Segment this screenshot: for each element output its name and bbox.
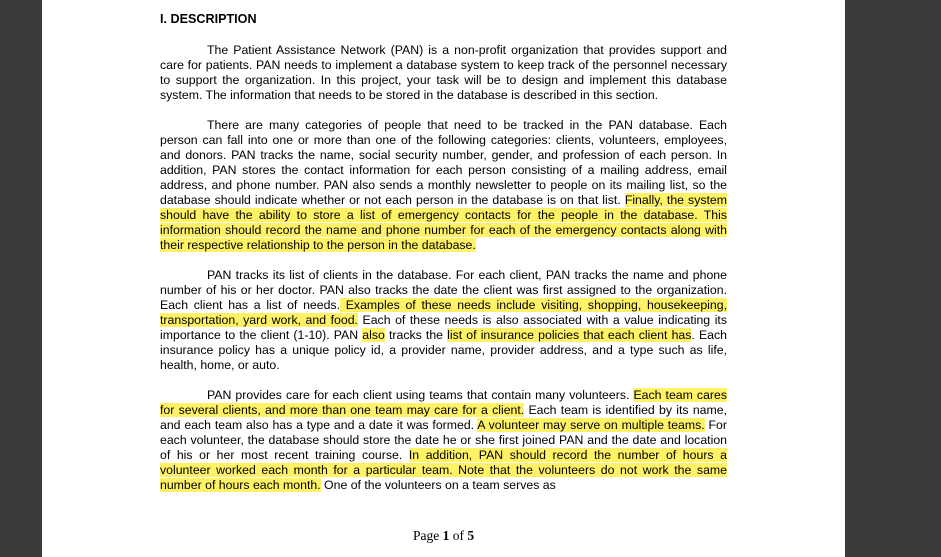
text-segment: The Patient Assistance Network (PAN) is a non-profit organization that provides support and care for patients. PAN needs to implement a database system to keep track of the personnel necessary to support the organization. In this project, your task will be to design and implement this database system. The information that needs to be stored in the database is described in this section.: [160, 43, 727, 102]
text-segment: Each of these needs is also associated with a value indicating its importance to the client (1-10). PAN: [160, 313, 727, 342]
page-content: [160, 11, 727, 508]
page-of-label: of: [449, 528, 468, 543]
page-label: Page: [412, 528, 443, 543]
text-segment: Each team is identified by its name, and each team also has a type and a date it was formed.: [160, 403, 727, 432]
highlighted-text: also: [362, 328, 385, 342]
text-segment: PAN provides care for each client using teams that contain many volunteers.: [207, 388, 634, 402]
highlighted-text: list of insurance policies that each client has: [447, 328, 692, 342]
text-segment: One of the volunteers on a team serves as: [320, 478, 556, 492]
text-segment: There are many categories of people that need to be tracked in the PAN database. Each person can fall into one or more than one of the following categories: clients, volunteers, employees, and donors. PAN tracks the name, social security number, gender, and profession of each person. In addition, PAN stores the contact information for each person consisting of a mailing address, email address, and phone number. PAN also sends a monthly newsletter to people on its mailing list, so the database should indicate whether or not each person in the database is on that list.: [160, 118, 727, 207]
description-paragraph: [160, 388, 727, 493]
total-page-count: 5: [467, 528, 475, 543]
highlighted-text: Each team cares for several clients, and more than one team may care for a client.: [160, 388, 727, 417]
text-segment: tracks the: [384, 328, 448, 342]
page-footer: [42, 528, 845, 544]
current-page-number: 1: [442, 528, 450, 543]
highlighted-text: Finally, the system should have the ability to store a list of emergency contacts for the people in the database. This information should record the name and phone number for each of the emergency contacts along with their respective relationship to the person in the database.: [160, 193, 727, 252]
text-segment: For each volunteer, the database should store the date he or she first joined PAN and the date and location of his or her most recent training course.: [160, 418, 727, 462]
description-paragraph: [160, 118, 727, 253]
description-paragraph: [160, 268, 727, 373]
text-segment: PAN tracks its list of clients in the database. For each client, PAN tracks the name and phone number of his or her doctor. PAN also tracks the date the client was first assigned to the organization. Each client has a list of needs.: [160, 268, 727, 312]
paragraph-list: [160, 43, 727, 493]
section-heading: I. DESCRIPTION: [160, 12, 257, 26]
highlighted-text: Examples of these needs include visiting, shopping, housekeeping, transportation, yard work, and food.: [160, 298, 727, 327]
text-segment: . Each insurance policy has a unique policy id, a provider name, provider address, and a type such as life, health, home, or auto.: [160, 328, 727, 372]
highlighted-text: A volunteer may serve on multiple teams.: [477, 418, 705, 432]
document-page: [42, 0, 845, 557]
highlighted-text: In addition, PAN should record the number of hours a volunteer worked each month for a particular team. Note that the volunteers do not work the same number of hours each month.: [160, 448, 727, 492]
description-paragraph: [160, 43, 727, 103]
